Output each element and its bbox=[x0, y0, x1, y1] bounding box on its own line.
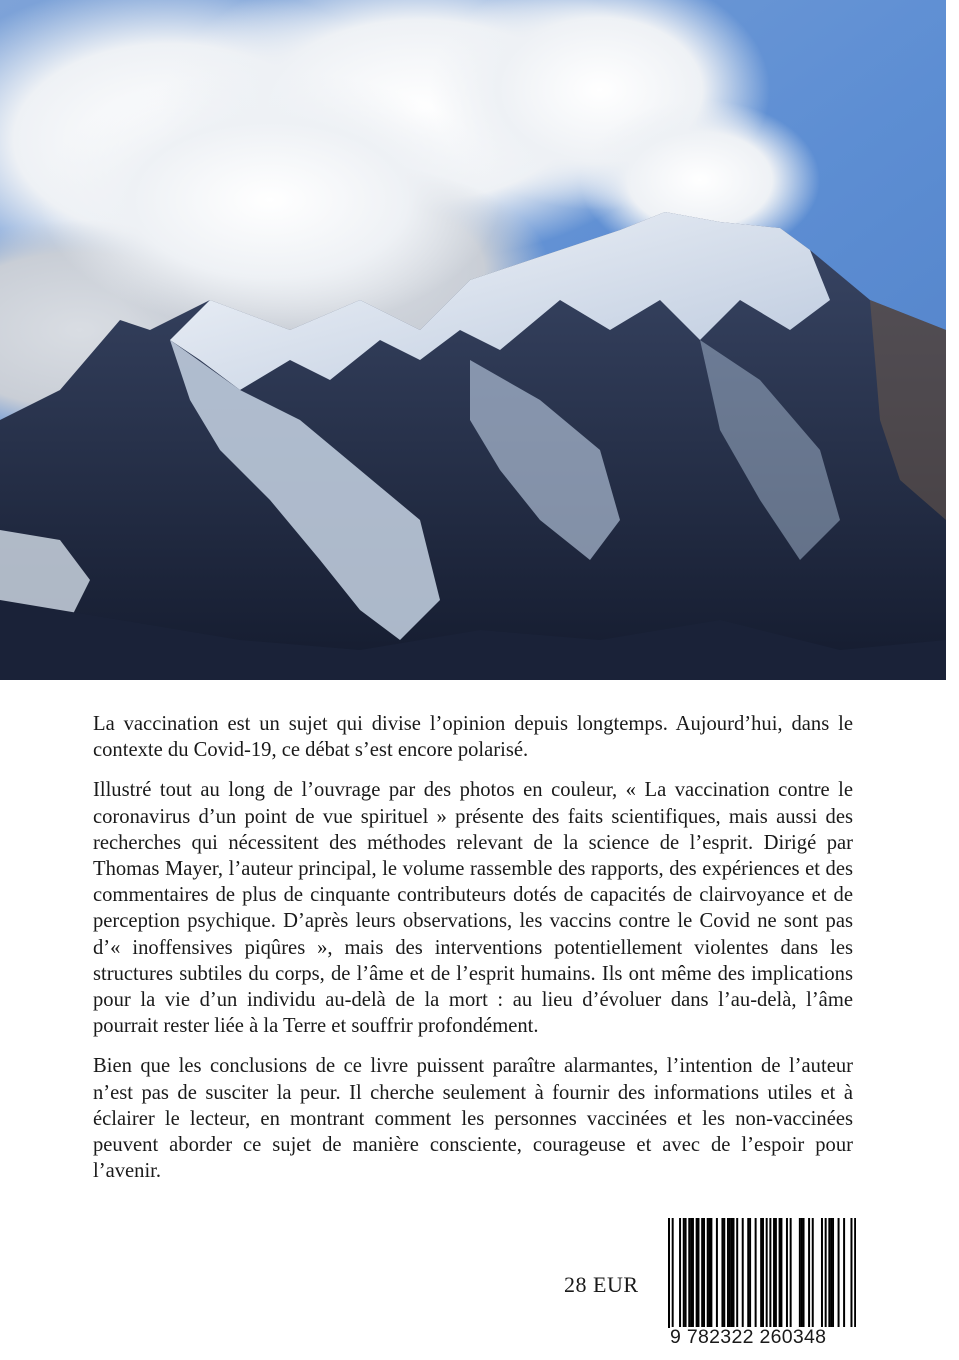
barcode-bar bbox=[707, 1218, 709, 1328]
barcode-bar bbox=[775, 1218, 777, 1328]
blurb-paragraph-3: Bien que les conclusions de ce livre puissent paraître alarmantes, l’intention de l’auteur n’est pas de susciter la peur. Il cherche seulement à fournir des informations utiles et à éclairer le lecteur, en montrant comment les personnes vaccinées et les non-vaccinées peuvent aborder ce sujet de manière consciente, courageuse et avec de l’espoir pour l’avenir. bbox=[93, 1055, 853, 1183]
barcode-bar bbox=[736, 1218, 738, 1328]
price-label: 28 EUR bbox=[564, 1272, 639, 1297]
back-cover-blurb bbox=[93, 711, 853, 1184]
barcode-bar bbox=[801, 1218, 803, 1328]
barcode-bar bbox=[690, 1218, 692, 1328]
barcode-bar bbox=[760, 1218, 762, 1328]
barcode-bar bbox=[668, 1218, 670, 1328]
blurb-paragraph-1: La vaccination est un sujet qui divise l’opinion depuis longtemps. Aujourd’hui, dans le contexte du Covid-19, ce débat s’est encore polarisé. bbox=[93, 713, 853, 762]
cover-photo bbox=[0, 0, 946, 680]
barcode-bar bbox=[729, 1218, 731, 1328]
barcode-bar bbox=[731, 1218, 733, 1328]
isbn-number: 9 782322 260348 bbox=[670, 1327, 856, 1347]
barcode-bar bbox=[696, 1218, 698, 1328]
barcode-bar bbox=[821, 1218, 823, 1328]
barcode-bar bbox=[742, 1218, 744, 1328]
barcode-bar bbox=[685, 1218, 687, 1328]
barcode-bar bbox=[799, 1218, 801, 1328]
barcode-bar bbox=[766, 1218, 768, 1328]
barcode-bar bbox=[832, 1218, 834, 1328]
barcode-bar bbox=[710, 1218, 712, 1328]
barcode-bar bbox=[683, 1218, 685, 1328]
barcode-bar bbox=[692, 1218, 694, 1328]
barcode-bar bbox=[850, 1218, 852, 1328]
barcode-bar bbox=[780, 1218, 782, 1328]
barcode-bar bbox=[854, 1218, 856, 1328]
barcode-bar bbox=[703, 1218, 705, 1328]
barcode-bar bbox=[828, 1218, 830, 1328]
barcode-bar bbox=[838, 1218, 840, 1328]
barcode-bar bbox=[786, 1218, 788, 1328]
barcode-bar bbox=[723, 1218, 725, 1328]
barcode-bar bbox=[825, 1218, 827, 1328]
barcode-bar bbox=[749, 1218, 751, 1328]
barcode-bar bbox=[709, 1218, 711, 1328]
barcode-bar bbox=[701, 1218, 703, 1328]
barcode-bar bbox=[733, 1218, 735, 1328]
barcode-bars bbox=[668, 1218, 856, 1328]
barcode-bar bbox=[803, 1218, 805, 1328]
barcode-bar bbox=[762, 1218, 764, 1328]
barcode-bar bbox=[812, 1218, 814, 1328]
barcode-bar bbox=[773, 1218, 775, 1328]
barcode-bar bbox=[747, 1218, 749, 1328]
barcode-bar bbox=[755, 1218, 757, 1328]
barcode-bar bbox=[808, 1218, 810, 1328]
barcode-bar bbox=[688, 1218, 690, 1328]
mountain-photo bbox=[0, 0, 946, 680]
barcode-bar bbox=[727, 1218, 729, 1328]
barcode-bar bbox=[830, 1218, 832, 1328]
barcode-bar bbox=[672, 1218, 674, 1328]
barcode-bar bbox=[769, 1218, 771, 1328]
barcode-bar bbox=[721, 1218, 723, 1328]
barcode-bar bbox=[790, 1218, 792, 1328]
barcode-bar bbox=[697, 1218, 699, 1328]
barcode-bar bbox=[779, 1218, 781, 1328]
barcode-bar bbox=[716, 1218, 718, 1328]
barcode-bar bbox=[843, 1218, 845, 1328]
blurb-paragraph-2: Illustré tout au long de l’ouvrage par des photos en couleur, « La vaccination contre le coronavirus d’un point de vue spirituel » présente des faits scientifiques, mais aussi des recherches qui nécessitent des méthodes relevant de la science de l’esprit. Dirigé par Thomas Mayer, l’auteur principal, le volume rassemble des rapports, des expériences et des commentaires de plus de cinquante contributeurs dotés de capacités de clairvoyance et de perception psychique. D’après leurs observations, les vaccins contre le Covid ne sont pas d’« inoffensives piqûres », mais des interventions potentiellement violentes dans les structures subtiles du corps, de l’âme et de l’esprit humains. Ils ont même des implications pour la vie d’un individu au-delà de la mort : au lieu d’évoluer dans l’au-delà, l’âme pourrait rester liée à la Terre et souffrir profondément. bbox=[93, 779, 853, 1038]
barcode-bar bbox=[679, 1218, 681, 1328]
